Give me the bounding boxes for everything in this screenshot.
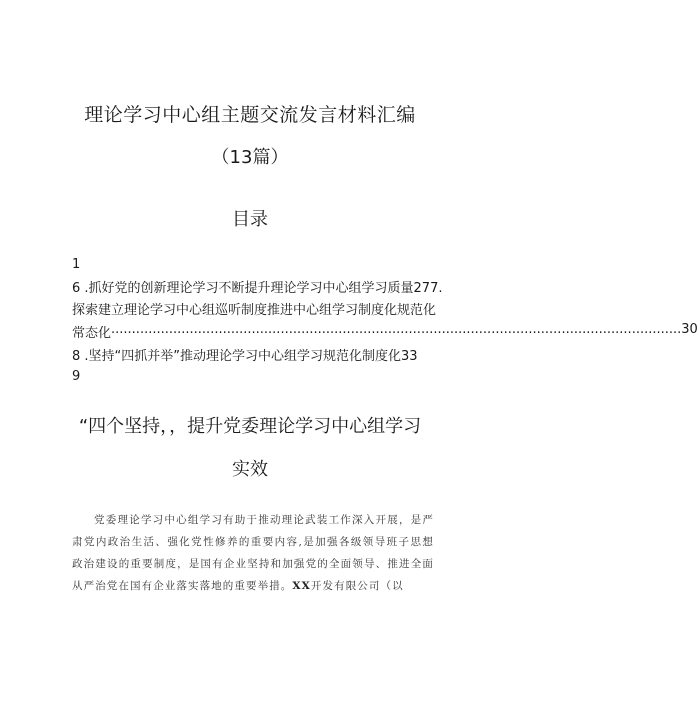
document-title: 理论学习中心组主题交流发言材料汇编 <box>84 104 416 126</box>
toc-line: 8 .坚持“四抓并举”推动理论学习中心组学习规范化制度化33 <box>72 349 418 364</box>
body-paragraph <box>72 509 434 597</box>
toc-line: 6 .抓好党的创新理论学习不断提升理论学习中心组学习质量277. <box>72 281 443 296</box>
body-text-continued: 开发有限公司（以 <box>310 580 404 592</box>
toc-line: 1 <box>72 257 81 272</box>
article-title-continued: 实效 <box>232 459 268 480</box>
toc-leader-dots: .......................................................................................................................................... <box>111 322 682 337</box>
body-text: 党委理论学习中心组学习有助于推动理论武装工作深入开展，是严肃党内政治生活、强化党性修养的重要内容,是加强各级领导班子思想政治建设的重要制度，是国有企业坚持和加强党的全面领导、推进全面从严治党在国有企业落实落地的重要举措。 <box>72 514 434 592</box>
company-name-bold: XX <box>292 580 311 592</box>
toc-entry-with-leader <box>72 322 698 341</box>
toc-page-number: 30 <box>681 322 698 337</box>
document-count: （13篇） <box>211 147 289 168</box>
article-title: “四个坚持，，提升党委理论学习中心组学习 <box>78 416 422 437</box>
toc-line: 常态化 <box>72 326 112 341</box>
toc-heading: 目录 <box>232 209 268 230</box>
toc-line: 探索建立理论学习中心组巡听制度推进中心组学习制度化规范化 <box>72 303 437 318</box>
toc-line: 9 <box>72 369 81 384</box>
